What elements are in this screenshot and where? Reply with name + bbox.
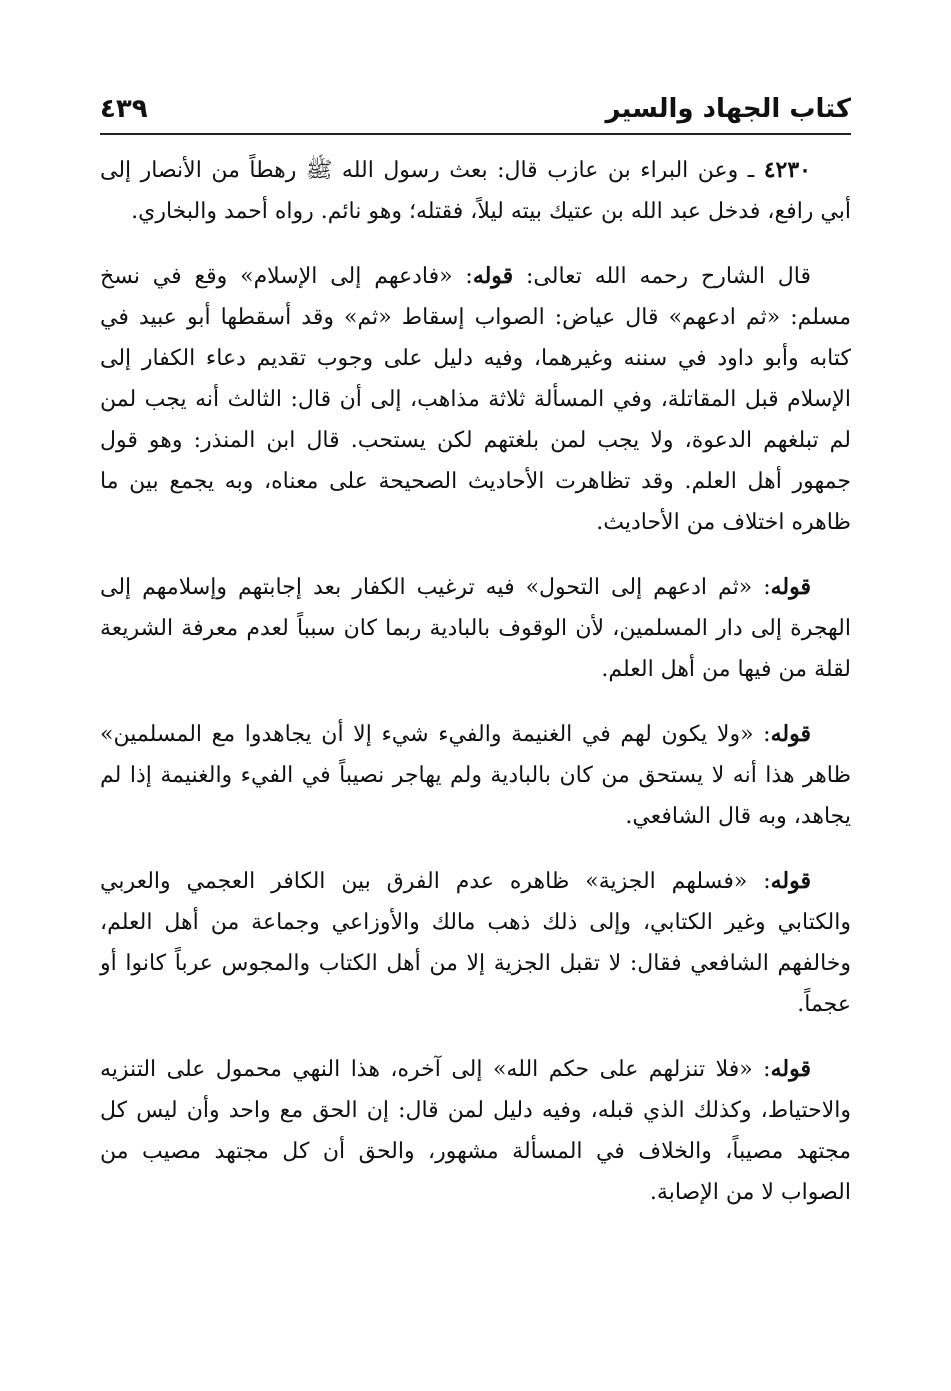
qawluhu-label: قوله <box>770 868 811 894</box>
commentary-text: : «فسلهم الجزية» ظاهره عدم الفرق بين الكافر العجمي والعربي والكتابي وغير الكتابي، وإلى ذلك ذهب مالك والأوزاعي وجماعة من أهل العلم، وخالفهم الشافعي فقال: لا تقبل الجزية إلا من أهل الكتاب والمجوس عرباً كانوا أو عجماً. <box>100 869 851 1017</box>
header-divider <box>100 133 851 135</box>
qawluhu-label: قوله <box>770 574 811 600</box>
commentary-text: : «ثم ادعهم إلى التحول» فيه ترغيب الكفار بعد إجابتهم وإسلامهم إلى الهجرة إلى دار المسلمين، لأن الوقوف بالبادية ربما كان سبباً لعدم معرفة الشريعة لقلة من فيها من أهل العلم. <box>100 575 851 682</box>
commentary-paragraph <box>100 256 851 543</box>
page-header <box>100 80 851 124</box>
commentary-lead: قال الشارح رحمه الله تعالى: <box>513 264 811 289</box>
hadith-text: ـ وعن البراء بن عازب قال: بعث رسول الله ﷺ رهطاً من الأنصار إلى أبي رافع، فدخل عبد الله بن عتيك بيته ليلاً، فقتله؛ وهو نائم. رواه أحمد والبخاري. <box>100 158 851 224</box>
hadith-paragraph <box>100 150 851 232</box>
commentary-text: : «ولا يكون لهم في الغنيمة والفيء شيء إلا أن يجاهدوا مع المسلمين» ظاهر هذا أنه لا يستحق من كان بالبادية ولم يهاجر نصيباً في الفيء والغنيمة إذا لم يجاهد، وبه قال الشافعي. <box>100 722 851 829</box>
page-body <box>100 150 851 1237</box>
qawluhu-label: قوله <box>770 1056 811 1082</box>
commentary-paragraph <box>100 567 851 690</box>
commentary-paragraph <box>100 714 851 837</box>
page-number: ٤٣٩ <box>100 94 148 124</box>
commentary-paragraph <box>100 861 851 1025</box>
running-title: كتاب الجهاد والسير <box>605 94 851 124</box>
commentary-paragraph <box>100 1049 851 1213</box>
commentary-text: : «فادعهم إلى الإسلام» وقع في نسخ مسلم: «ثم ادعهم» قال عياض: الصواب إسقاط «ثم» وقد أسقطها أبو عبيد في كتابه وأبو داود في سننه وغيرهما، وفيه دليل على وجوب تقديم دعاء الكفار إلى الإسلام قبل المقاتلة، وفي المسألة ثلاثة مذاهب، إلى أن قال: الثالث أنه يجب لمن لم تبلغهم الدعوة، ولا يجب لمن بلغتهم لكن يستحب. قال ابن المنذر: وهو قول جمهور أهل العلم. وقد تظاهرت الأحاديث الصحيحة على معناه، وبه يجمع بين ما ظاهره اختلاف من الأحاديث. <box>100 264 851 535</box>
qawluhu-label: قوله <box>472 263 514 289</box>
hadith-number: ٤٢٣٠ <box>763 157 811 183</box>
qawluhu-label: قوله <box>770 721 811 747</box>
commentary-text: : «فلا تنزلهم على حكم الله» إلى آخره، هذا النهي محمول على التنزيه والاحتياط، وكذلك الذي قبله، وفيه دليل لمن قال: إن الحق مع واحد وأن ليس كل مجتهد مصيباً، والخلاف في المسألة مشهور، والحق أن كل مجتهد مصيب من الصواب لا من الإصابة. <box>100 1057 851 1205</box>
